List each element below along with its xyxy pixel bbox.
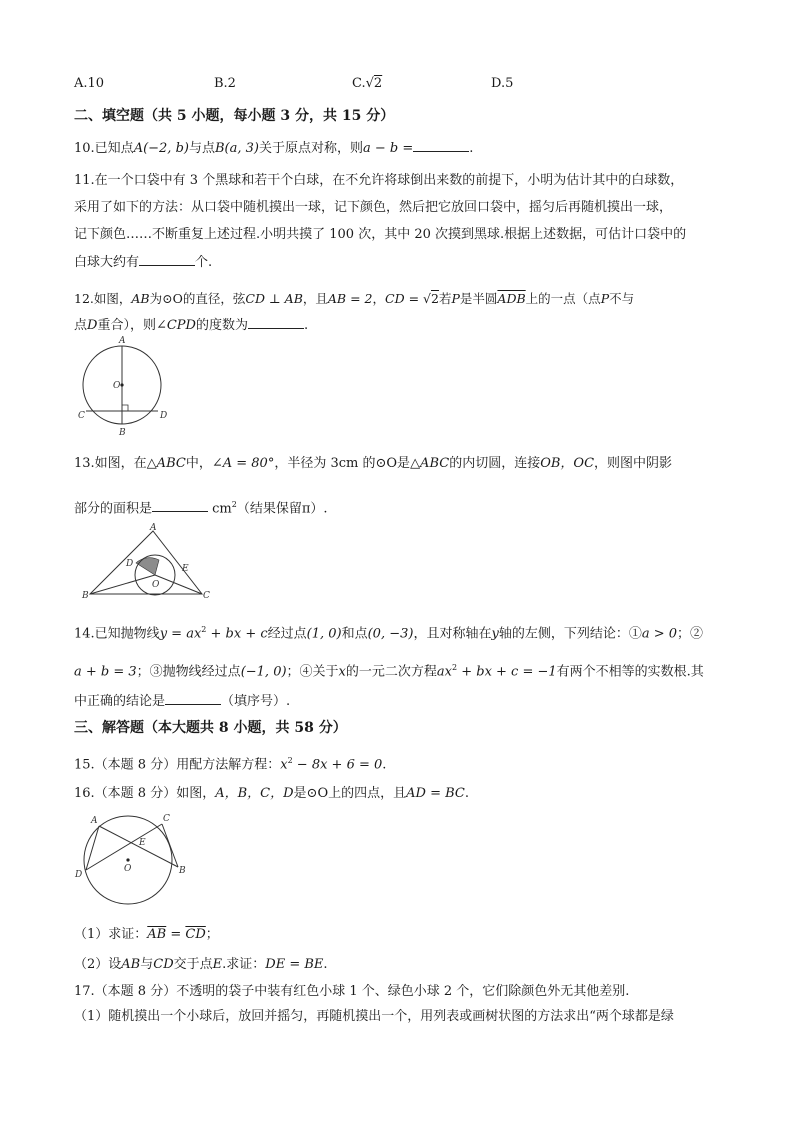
shaded-sector xyxy=(136,558,159,575)
label-b: B xyxy=(119,428,126,438)
question-14-line-1: 14.已知抛物线$y = ax^2$ + bx + c经过点(1, 0)和点(0, −3)，且对称轴在y轴的左侧，下列结论：①a > 0；② xyxy=(74,625,704,642)
center-point xyxy=(126,858,129,861)
question-16-part-2: （2）设AB与CD交于点E.求证：DE = BE. xyxy=(74,957,328,972)
figure-12-circle-diagram xyxy=(76,336,172,438)
section-2-heading: 二、填空题（共 5 小题，每小题 3 分，共 15 分） xyxy=(74,108,395,124)
question-14-line-2: a + b = 3；③抛物线经过点(−1, 0)；④关于x的一元二次方程$ax^2$ + bx + c = −1有两个不相等的实数根.其 xyxy=(74,663,704,680)
answer-blank[interactable] xyxy=(139,253,195,266)
chord-bc xyxy=(162,824,178,867)
answer-blank[interactable] xyxy=(413,139,469,152)
question-12-line-1: 12.如图，AB为⊙O的直径，弦CD ⊥ AB，且AB = 2，CD = √2若P是半圆$\overline{ADB}$上的一点（点P不与 xyxy=(74,291,635,306)
figure-16-circle-diagram xyxy=(72,812,188,908)
choice-b: B.2 xyxy=(214,76,236,91)
figure-13-triangle-diagram xyxy=(80,522,210,604)
section-3-heading: 三、解答题（本大题共 8 小题，共 58 分） xyxy=(74,720,347,736)
label-o: O xyxy=(124,864,132,874)
label-o: O xyxy=(152,580,160,590)
label-a: A xyxy=(91,816,98,826)
label-e: E xyxy=(139,838,146,848)
label-o: O xyxy=(113,381,121,391)
question-16-part-1: （1）求证：$\overline{AB} = \overline{CD}$； xyxy=(74,927,219,942)
label-c: C xyxy=(203,591,210,601)
choice-c: C.√2 xyxy=(352,76,383,91)
label-e: E xyxy=(182,564,189,574)
label-a: A xyxy=(119,336,126,346)
question-13-line-2: 部分的面积是 $cm^2$（结果保留π）. xyxy=(74,500,328,517)
question-15: 15.（本题 8 分）用配方法解方程：$x^2 - 8x + 6 = 0$. xyxy=(74,756,387,773)
choice-d: D.5 xyxy=(491,76,514,91)
label-d: D xyxy=(75,870,83,880)
label-b: B xyxy=(179,866,186,876)
answer-blank[interactable] xyxy=(248,316,304,329)
answer-blank[interactable] xyxy=(165,692,221,705)
question-11-line-1: 11.在一个口袋中有 3 个黑球和若干个白球，在不允许将球倒出来数的前提下，小明为估计其中的白球数， xyxy=(74,173,684,188)
question-16: 16.（本题 8 分）如图，A，B，C，D是⊙O上的四点，且AD = BC. xyxy=(74,786,469,801)
question-11-line-4: 白球大约有 个. xyxy=(74,255,213,270)
center-point xyxy=(120,383,123,386)
question-12-line-2: 点D重合），则∠CPD的度数为 . xyxy=(74,318,309,333)
label-c: C xyxy=(78,411,85,421)
right-angle-mark xyxy=(122,405,128,411)
choice-a: A.10 xyxy=(74,76,105,91)
question-10: 10.已知点A(−2, b)与点B(a, 3)关于原点对称，则a − b = . xyxy=(74,141,474,156)
question-11-line-2: 采用了如下的方法：从口袋中随机摸出一球，记下颜色，然后把它放回口袋中，摇匀后再随机摸出一球， xyxy=(74,200,673,215)
label-d: D xyxy=(126,559,134,569)
question-14-line-3: 中正确的结论是 （填序号）. xyxy=(74,694,291,709)
label-a: A xyxy=(150,523,157,533)
question-13-line-1: 13.如图，在△ABC中，∠A = 80°，半径为 3cm 的⊙O是△ABC的内切圆，连接OB，OC，则图中阴影 xyxy=(74,456,673,471)
answer-blank[interactable] xyxy=(152,499,208,512)
label-b: B xyxy=(82,591,89,601)
label-c: C xyxy=(163,814,170,824)
question-17-line-1: 17.（本题 8 分）不透明的袋子中装有红色小球 1 个、绿色小球 2 个，它们除颜色外无其他差别. xyxy=(74,984,630,999)
question-17-line-2: （1）随机摸出一个小球后，放回并摇匀，再随机摸出一个，用列表或画树状图的方法求出“两个球都是绿 xyxy=(74,1009,674,1024)
question-11-line-3: 记下颜色……不断重复上述过程.小明共摸了 100 次，其中 20 次摸到黑球.根据上述数据，可估计口袋中的 xyxy=(74,227,687,242)
label-d: D xyxy=(160,411,168,421)
